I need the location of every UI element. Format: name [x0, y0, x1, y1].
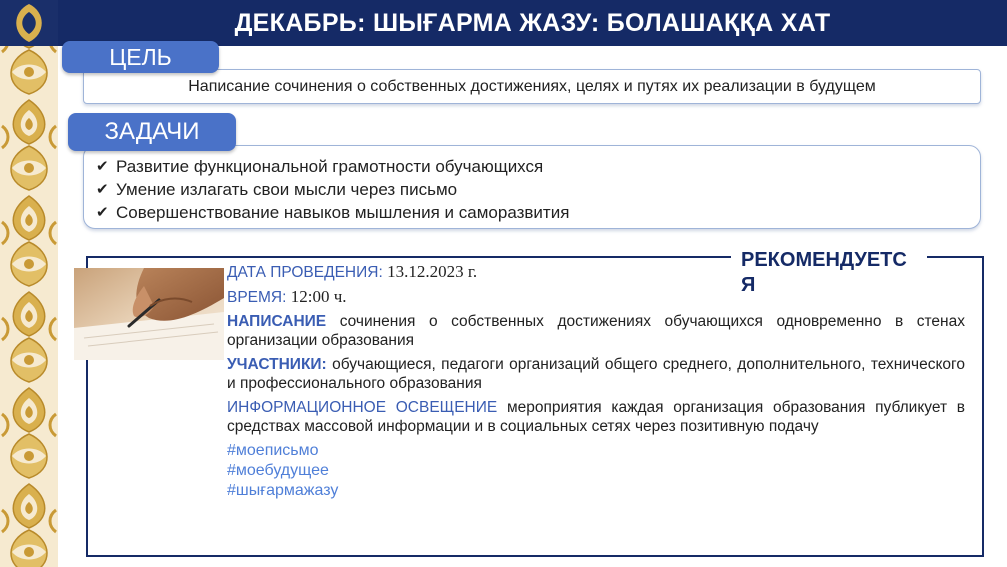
tasks-list [84, 146, 980, 224]
task-text: Совершенствование навыков мышления и саморазвития [116, 203, 570, 222]
recommend-line-2: Я [741, 274, 756, 296]
goal-tab: ЦЕЛЬ [62, 41, 219, 73]
task-item [96, 155, 980, 178]
info-label: ИНФОРМАЦИОННОЕ ОСВЕЩЕНИЕ [227, 399, 498, 416]
hashtag: #шығармажазу [227, 482, 339, 499]
task-text: Умение излагать свои мысли через письмо [116, 180, 458, 199]
participants-row [227, 355, 965, 393]
task-item [96, 201, 980, 224]
participants-label: УЧАСТНИКИ: [227, 356, 327, 373]
recommend-line-1: РЕКОМЕНДУЕТС [741, 249, 907, 271]
hashtag: #моебудущее [227, 462, 329, 479]
time-value: 12:00 ч. [290, 287, 347, 306]
checkmark-icon: ✔ [96, 181, 109, 198]
hashtag: #моеписьмо [227, 442, 319, 459]
recommend-heading [731, 248, 927, 306]
writing-label: НАПИСАНИЕ [227, 313, 327, 330]
date-value: 13.12.2023 г. [387, 262, 478, 281]
checkmark-icon: ✔ [96, 204, 109, 221]
goal-text: Написание сочинения о собственных достижениях, целях и путях их реализации в будущем [188, 77, 876, 95]
time-label: ВРЕМЯ: [227, 289, 287, 306]
participants-text: обучающиеся, педагоги организаций общего среднего, дополнительного, технического и профессионального образования [227, 356, 965, 392]
info-text: мероприятия каждая организация образования публикует в средствах массовой информации и в социальных сетях через позитивную подачу [227, 399, 965, 435]
ornament-border [0, 0, 58, 567]
tasks-box [83, 145, 981, 229]
date-label: ДАТА ПРОВЕДЕНИЯ: [227, 264, 383, 281]
writing-text: сочинения о собственных достижениях обучающихся одновременно в стенах организации образования [227, 313, 965, 349]
checkmark-icon: ✔ [96, 158, 109, 175]
hashtag-list [227, 441, 965, 501]
task-text: Развитие функциональной грамотности обучающихся [116, 157, 544, 176]
writing-row [227, 312, 965, 350]
writing-hand-image [74, 268, 224, 360]
header-bar [58, 0, 1007, 46]
page-title: ДЕКАБРЬ: ШЫҒАРМА ЖАЗУ: БОЛАШАҚҚА ХАТ [234, 8, 831, 37]
info-row [227, 398, 965, 436]
goal-box [83, 69, 981, 104]
task-item [96, 178, 980, 201]
tasks-tab: ЗАДАЧИ [68, 113, 236, 151]
